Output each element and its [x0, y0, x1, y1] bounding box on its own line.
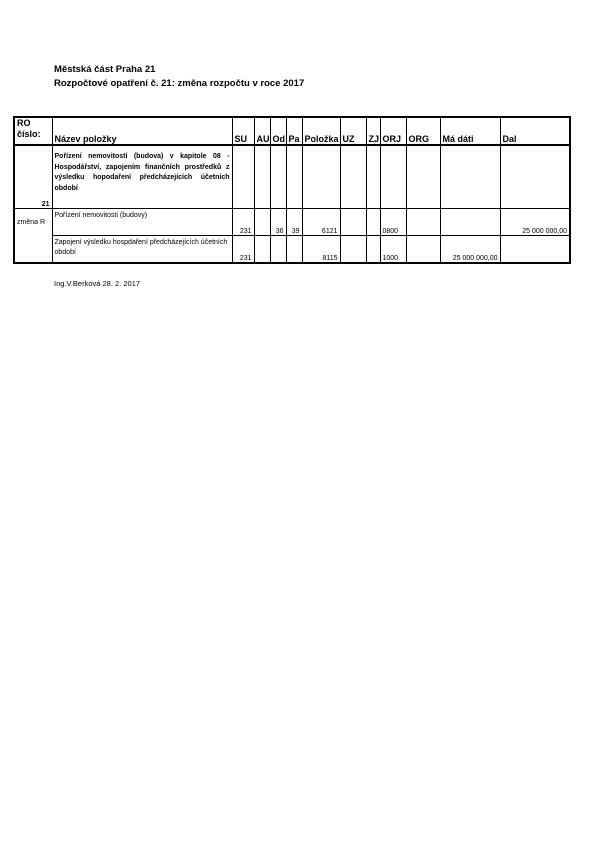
- row-orj: 1000: [380, 236, 406, 264]
- column-header-name: Název položky: [52, 117, 232, 145]
- column-header-dal: Dal: [500, 117, 570, 145]
- row-au: [254, 209, 270, 236]
- empty-cell: [286, 145, 302, 209]
- empty-cell: [302, 145, 340, 209]
- column-header-org: ORG: [406, 117, 440, 145]
- ro-title-description: Pořízení nemovitosti (budova) v kapitole 08 - Hospodářství, zapojením finančních prostředků z výsledku hopodaření předcházejících účetních období: [52, 145, 232, 209]
- row-zj: [366, 236, 380, 264]
- empty-cell: [406, 145, 440, 209]
- signature-line: Ing.V.Berková 28. 2. 2017: [54, 279, 141, 288]
- row-dal: 25 000 000,00: [500, 209, 570, 236]
- column-header-ro-line2: číslo:: [17, 129, 41, 139]
- column-header-pa: Pa: [286, 117, 302, 145]
- column-header-od: Od: [270, 117, 286, 145]
- row-ro: [14, 236, 52, 264]
- empty-cell: [500, 145, 570, 209]
- row-pa: 39: [286, 209, 302, 236]
- row-org: [406, 236, 440, 264]
- row-su: 231: [232, 209, 254, 236]
- row-au: [254, 236, 270, 264]
- document-title: Rozpočtové opatření č. 21: změna rozpočtu v roce 2017: [54, 78, 305, 89]
- empty-cell: [270, 145, 286, 209]
- empty-cell: [380, 145, 406, 209]
- table-title-row: [14, 145, 570, 209]
- row-zj: [366, 209, 380, 236]
- column-header-uz: UZ: [340, 117, 366, 145]
- row-org: [406, 209, 440, 236]
- budget-table: [13, 116, 571, 264]
- column-header-ro-line1: RO: [17, 118, 31, 128]
- table-row: [14, 236, 570, 264]
- row-uz: [340, 236, 366, 264]
- column-header-au: AU: [254, 117, 270, 145]
- empty-cell: [366, 145, 380, 209]
- row-od: [270, 236, 286, 264]
- column-header-su: SU: [232, 117, 254, 145]
- column-header-zj: ZJ: [366, 117, 380, 145]
- column-header-ro: [14, 117, 52, 145]
- row-od: 36: [270, 209, 286, 236]
- column-header-polozka: Položka: [302, 117, 340, 145]
- row-su: 231: [232, 236, 254, 264]
- table-row: [14, 209, 570, 236]
- row-orj: 0800: [380, 209, 406, 236]
- organization-name: Městská část Praha 21: [54, 64, 156, 75]
- column-header-ma-dati: Má dáti: [440, 117, 500, 145]
- row-ma-dati: 25 000 000,00: [440, 236, 500, 264]
- row-name: Pořízení nemovitosti (budovy): [52, 209, 232, 236]
- row-pa: [286, 236, 302, 264]
- empty-cell: [232, 145, 254, 209]
- row-polozka: 6121: [302, 209, 340, 236]
- empty-cell: [340, 145, 366, 209]
- column-header-orj: ORJ: [380, 117, 406, 145]
- ro-number: 21: [14, 145, 52, 209]
- row-ma-dati: [440, 209, 500, 236]
- row-dal: [500, 236, 570, 264]
- row-ro: změna R: [14, 209, 52, 236]
- row-name: Zapojení výsledku hospdaření předcházejících účetních období: [52, 236, 232, 264]
- empty-cell: [440, 145, 500, 209]
- table-header-row: [14, 117, 570, 145]
- row-uz: [340, 209, 366, 236]
- empty-cell: [254, 145, 270, 209]
- row-polozka: 8115: [302, 236, 340, 264]
